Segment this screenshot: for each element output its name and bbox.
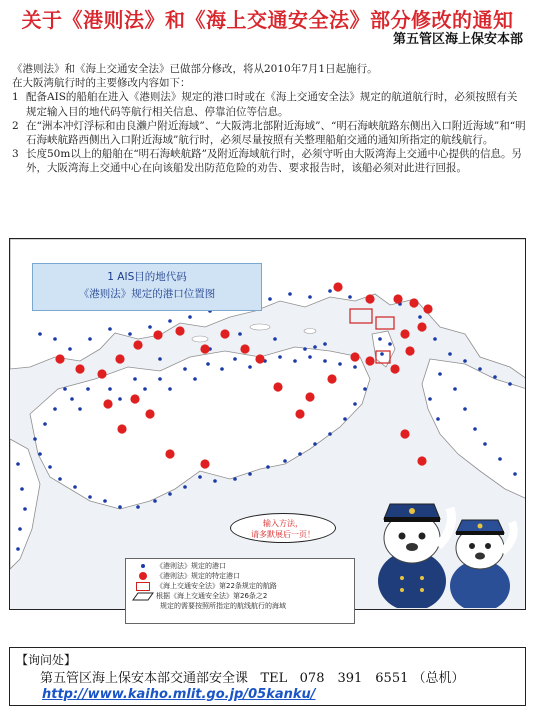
- port-dot: [188, 315, 192, 319]
- specified-port-dot: [350, 352, 359, 361]
- contact-heading: 【询问处】: [16, 653, 77, 667]
- specified-port-dot: [390, 364, 399, 373]
- port-dot: [53, 407, 57, 411]
- port-dot: [118, 397, 122, 401]
- port-dot: [220, 367, 224, 371]
- specified-port-dot: [103, 399, 112, 408]
- notice-item-text: 在“洲本冲灯浮标和由良濑户附近海域”、“大阪湾北部附近海域”、“明石海峡航路东侧出入口附近海域”和“明石海峡航路西侧出入口附近海域”航行时，必须尽量按照有关整理船舶交通的通知所指定的航线航行。: [26, 119, 526, 147]
- port-dot: [288, 292, 292, 296]
- specified-port-dot: [400, 329, 409, 338]
- port-dot: [323, 342, 327, 346]
- port-dot: [303, 347, 307, 351]
- legend-route-label: 《海上交通安全法》第22条规定的航路: [156, 582, 277, 590]
- port-dot: [108, 387, 112, 391]
- red-box-icon: [136, 582, 150, 591]
- port-dot: [88, 495, 92, 499]
- port-dot: [418, 315, 422, 319]
- port-dot: [43, 422, 47, 426]
- port-dot: [73, 485, 77, 489]
- specified-port-dot: [117, 424, 126, 433]
- port-dot: [323, 359, 327, 363]
- specified-port-dot: [295, 409, 304, 418]
- port-dot: [68, 347, 72, 351]
- port-dot: [20, 487, 24, 491]
- blue-dot-icon: [141, 564, 145, 568]
- specified-port-dot: [130, 394, 139, 403]
- notice-item-number: 2: [12, 119, 19, 132]
- legend-area-label-2: 规定的需要按照所指定的航线航行的海域: [160, 602, 286, 610]
- port-dot: [343, 417, 347, 421]
- port-dot: [38, 332, 42, 336]
- port-dot: [158, 377, 162, 381]
- legend-row-route: [130, 581, 350, 591]
- seal-mascot-captain-icon: [378, 504, 452, 608]
- port-dot: [478, 367, 482, 371]
- notice-item-text: 配备AIS的船舶在进入《港则法》规定的港口时或在《海上交通安全法》规定的航道航行时，必须按照有关规定输入目的地代码等航行相关信息、停靠泊位等信息。: [26, 91, 518, 118]
- port-dot: [328, 432, 332, 436]
- port-dot: [128, 332, 132, 336]
- port-dot: [313, 345, 317, 349]
- port-dot: [463, 407, 467, 411]
- port-dot: [108, 327, 112, 331]
- port-dot: [118, 505, 122, 509]
- specified-port-dot: [75, 364, 84, 373]
- designated-area-icon: [132, 592, 154, 601]
- port-dot: [78, 407, 82, 411]
- bubble-line1: 输入方法，: [263, 519, 303, 528]
- port-dot: [63, 387, 67, 391]
- port-dot: [273, 337, 277, 341]
- port-dot: [198, 475, 202, 479]
- port-dot: [233, 477, 237, 481]
- specified-port-dot: [55, 354, 64, 363]
- specified-port-dot: [200, 459, 209, 468]
- port-dot: [48, 465, 52, 469]
- seal-mascot-officer-icon: [450, 520, 514, 608]
- port-dot: [103, 499, 107, 503]
- map-caption-line2: 《港则法》规定的港口位置图: [78, 288, 216, 300]
- specified-port-dot: [97, 369, 106, 378]
- port-dot: [136, 505, 140, 509]
- specified-port-dot: [327, 374, 336, 383]
- page-title: 关于《港则法》和《海上交通安全法》部分修改的通知: [21, 8, 514, 32]
- port-dot: [293, 359, 297, 363]
- notice-intro-1: 《港则法》和《海上交通安全法》已做部分修改，将从2010年7月1日起施行。: [12, 63, 378, 75]
- notice-item-number: 1: [12, 91, 19, 104]
- port-dot: [338, 362, 342, 366]
- specified-port-dot: [255, 354, 264, 363]
- port-dot: [433, 337, 437, 341]
- port-dot: [193, 377, 197, 381]
- specified-port-dot: [133, 340, 142, 349]
- specified-port-dot: [115, 354, 124, 363]
- port-dot: [183, 485, 187, 489]
- port-dot: [313, 442, 317, 446]
- port-dot: [353, 365, 357, 369]
- port-dot: [388, 342, 392, 346]
- specified-port-dot: [365, 294, 374, 303]
- specified-port-dot: [165, 449, 174, 458]
- notice-item-3: [12, 147, 527, 175]
- notice-item-2: [12, 119, 527, 147]
- port-dot: [143, 387, 147, 391]
- port-dot: [483, 442, 487, 446]
- port-dot: [248, 472, 252, 476]
- specified-port-dot: [220, 329, 229, 338]
- contact-box: [9, 647, 526, 706]
- port-dot: [158, 357, 162, 361]
- port-dot: [133, 377, 137, 381]
- legend-row-port: [130, 561, 350, 571]
- specified-port-dot: [200, 344, 209, 353]
- notice-item-1: [12, 90, 527, 118]
- port-dot: [148, 325, 152, 329]
- port-dot: [308, 295, 312, 299]
- port-dot: [498, 457, 502, 461]
- port-dot: [70, 397, 74, 401]
- port-dot: [298, 452, 302, 456]
- specified-port-dot: [273, 382, 282, 391]
- port-dot: [283, 459, 287, 463]
- issuer-name: 第五管区海上保安本部: [392, 32, 523, 47]
- legend-specified-port-label: 《港则法》规定的特定港口: [156, 572, 240, 580]
- port-dot: [268, 297, 272, 301]
- contact-line: [40, 667, 465, 686]
- mascot-illustration: [372, 486, 522, 612]
- specified-port-dot: [333, 282, 342, 291]
- specified-port-dot: [393, 294, 402, 303]
- port-dot: [206, 362, 210, 366]
- red-dot-icon: [139, 572, 147, 580]
- port-dot: [33, 437, 37, 441]
- specified-port-dot: [400, 429, 409, 438]
- port-dot: [473, 427, 477, 431]
- specified-port-dot: [175, 326, 184, 335]
- notice-item-text: 长度50m以上的船舶在“明石海峡航路”及附近海域航行时，必须守听由大阪湾海上交通中心提供的信息。另外，大阪湾海上交通中心在向该船发出防范危险的劝告、要求报告时，该船必须对此进行回报。: [26, 148, 523, 175]
- notice-body: [12, 62, 527, 176]
- notice-intro-2: 在大阪湾航行时的主要修改内容如下：: [12, 77, 191, 90]
- specified-port-dot: [417, 322, 426, 331]
- port-dot: [278, 355, 282, 359]
- port-dot: [308, 355, 312, 359]
- port-dot: [436, 417, 440, 421]
- notice-item-number: 3: [12, 148, 19, 161]
- port-dot: [353, 402, 357, 406]
- legend-port-label: 《港则法》规定的港口: [156, 562, 226, 570]
- contact-tel: 078 391 6551: [299, 671, 409, 686]
- specified-port-dot: [153, 330, 162, 339]
- port-dot: [183, 367, 187, 371]
- port-dot: [23, 507, 27, 511]
- specified-port-dot: [423, 304, 432, 313]
- legend-row-area: [130, 591, 350, 601]
- port-dot: [348, 295, 352, 299]
- port-dot: [16, 547, 20, 551]
- contact-url-link[interactable]: http://www.kaiho.mlit.go.jp/05kanku/: [42, 687, 316, 702]
- port-dot: [438, 372, 442, 376]
- port-dot: [448, 352, 452, 356]
- specified-port-dot: [145, 409, 154, 418]
- port-dot: [380, 352, 384, 356]
- port-dot: [38, 452, 42, 456]
- map-caption: [32, 263, 262, 311]
- contact-tel-note: （总机）: [412, 671, 465, 686]
- port-dot: [213, 479, 217, 483]
- port-dot: [88, 337, 92, 341]
- port-dot: [153, 499, 157, 503]
- port-dot: [363, 387, 367, 391]
- port-dot: [168, 319, 172, 323]
- port-dot: [248, 365, 252, 369]
- port-dot: [428, 397, 432, 401]
- contact-office: 第五管区海上保安本部交通部安全课: [40, 671, 249, 686]
- specified-port-dot: [365, 356, 374, 365]
- port-dot: [86, 387, 90, 391]
- legend-row-specified-port: [130, 571, 350, 581]
- port-dot: [168, 492, 172, 496]
- port-dot: [463, 359, 467, 363]
- port-dot: [58, 477, 62, 481]
- specified-port-dot: [240, 344, 249, 353]
- port-dot: [238, 332, 242, 336]
- port-dot: [53, 337, 57, 341]
- port-dot: [508, 382, 512, 386]
- port-dot: [513, 472, 517, 476]
- specified-port-dot: [405, 346, 414, 355]
- legend-area-label: 根据《海上交通安全法》第26条之2: [156, 592, 268, 600]
- specified-port-dot: [417, 456, 426, 465]
- port-dot: [266, 465, 270, 469]
- map-caption-line1: 1 AIS目的地代码: [107, 271, 187, 283]
- port-dot: [378, 337, 382, 341]
- contact-tel-label: TEL: [260, 671, 288, 686]
- specified-port-dot: [409, 298, 418, 307]
- port-dot: [18, 527, 22, 531]
- map-legend: [125, 558, 355, 624]
- port-dot: [16, 462, 20, 466]
- port-dot: [233, 357, 237, 361]
- bubble-line2: 请多默展后一页！: [251, 530, 315, 539]
- port-dot: [168, 387, 172, 391]
- port-dot: [493, 375, 497, 379]
- specified-port-dot: [305, 392, 314, 401]
- port-dot: [453, 387, 457, 391]
- port-dot: [328, 289, 332, 293]
- speech-bubble: [230, 513, 336, 543]
